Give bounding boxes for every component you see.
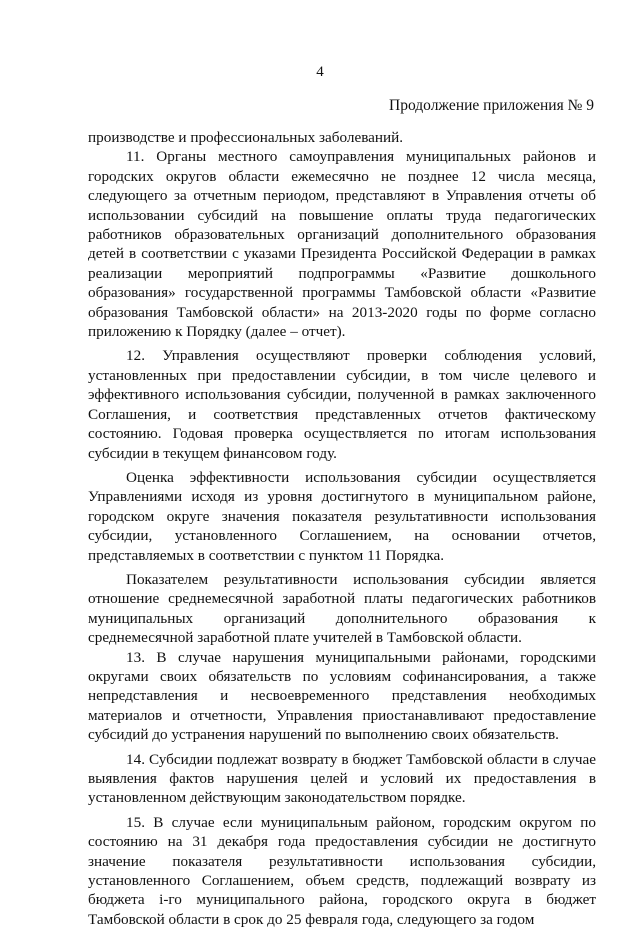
paragraph-11: 11. Органы местного самоуправления муниципальных районов и городских округов области ежемесячно не позднее 12 числа месяца, следующего за отчетным периодом, представляют в Управления отчеты об использовании субсидий на повышение оплаты труда педагогических работников образовательных организаций дополнительного образования детей в соответствии с указами Президента Российской Федерации в рамках реализации мероприятий подпрограммы «Развитие дошкольного образования» государственной программы Тамбовской области «Развитие образования Тамбовской области» на 2013-2020 годы по форме согласно приложению к Порядку (далее – отчет). [88,148,596,341]
paragraph-performance-indicator: Показателем результативности использования субсидии является отношение среднемесячной заработной платы педагогических работников муниципальных организаций дополнительного образования к среднемесячной заработной плате учителей в Тамбовской области. [88,570,596,647]
paragraph-efficiency-assessment: Оценка эффективности использования субсидии осуществляется Управлениями исходя из уровня достигнутого в муниципальном районе, городском округе значения показателя результативности использования субсидии, установленного Соглашением, на основании отчетов, представляемых в соответствии с пунктом 11 Порядка. [88,468,596,564]
paragraph-14: 14. Субсидии подлежат возврату в бюджет Тамбовской области в случае выявления фактов нарушения целей и условий их предоставления в установленном действующим законодательством порядке. [88,750,596,807]
paragraph-12: 12. Управления осуществляют проверки соблюдения условий, установленных при предоставлении субсидии, в том числе целевого и эффективного использования субсидии, полученной в рамках заключенного Соглашения, и соответствия представленных отчетов фактическому состоянию. Годовая проверка осуществляется по итогам использования субсидии в текущем финансовом году. [88,347,596,462]
paragraph-continuation: производстве и профессиональных заболеваний. [88,129,404,146]
paragraph-13: 13. В случае нарушения муниципальными районами, городскими округами своих обязательств по условиям софинансирования, а также непредставления и несвоевременного представления необходимых материалов и отчетности, Управления приостанавливают предоставление субсидий до устранения нарушений по выполнению своих обязательств. [88,648,596,744]
appendix-header: Продолжение приложения № 9 [389,97,594,114]
body-text [88,128,596,929]
page-number: 4 [316,64,324,80]
paragraph-15: 15. В случае если муниципальным районом, городским округом по состоянию на 31 декабря года предоставления субсидии не достигнуто значение показателя результативности использования субсидии, установленного Соглашением, объем средств, подлежащий возврату из бюджета i-го муниципального района, городского округа в бюджет Тамбовской области в срок до 25 февраля года, следующего за годом [88,813,596,928]
